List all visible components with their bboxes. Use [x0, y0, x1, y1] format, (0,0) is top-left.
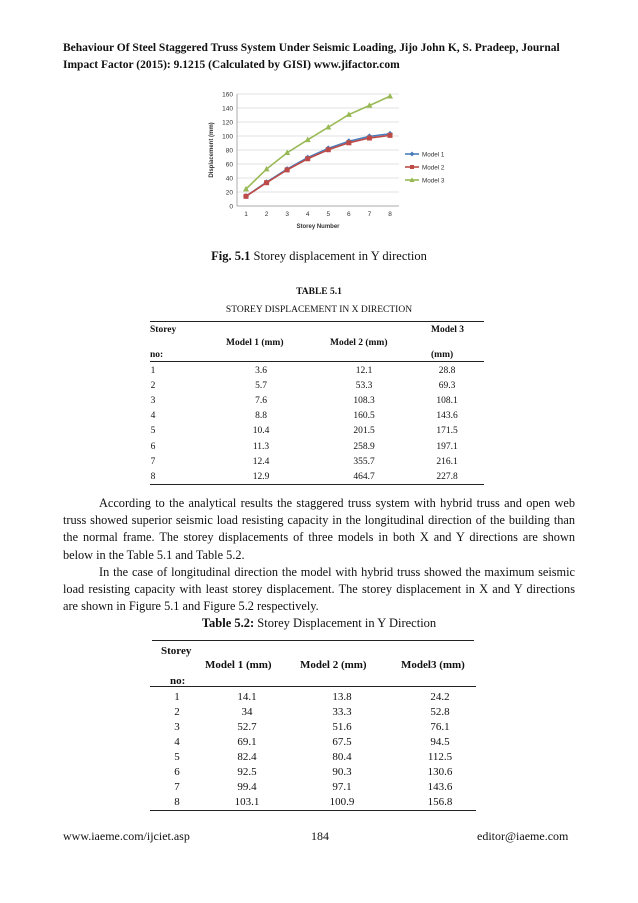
- chart-point: [367, 136, 372, 141]
- chart-legend-label: Model 1: [422, 151, 445, 159]
- displacement-chart: [205, 84, 445, 239]
- table2-cell: 24.2: [430, 691, 450, 703]
- table2-cell: 4: [174, 736, 180, 748]
- table1-cell: 197.1: [436, 441, 458, 452]
- chart-series-line: [246, 96, 390, 189]
- table1-head-model3-unit: (mm): [431, 350, 454, 360]
- table2-head-model3: Model3 (mm): [401, 659, 465, 671]
- chart-legend-marker: [410, 152, 415, 157]
- table1-cell: 3.6: [255, 366, 267, 376]
- table2-head-rule: [150, 686, 476, 687]
- chart-series-line: [246, 134, 390, 196]
- table1-top-rule: [150, 321, 484, 322]
- table1-cell: 171.5: [436, 426, 458, 437]
- chart-point: [326, 147, 331, 152]
- table1-cell: 8: [150, 471, 156, 482]
- table1-cell: 108.1: [436, 396, 458, 407]
- table1-head-model3: Model 3: [431, 325, 464, 335]
- footer-email: editor@iaeme.com: [477, 829, 569, 843]
- table2-head-no: no:: [170, 675, 186, 687]
- chart-y-tick-label: 40: [225, 175, 233, 183]
- table2-cell: 103.1: [234, 796, 260, 808]
- table2-cell: 8: [174, 796, 180, 808]
- table1-cell: 227.8: [436, 471, 458, 482]
- table2-cell: 100.9: [329, 796, 355, 808]
- table2-cell: 82.4: [237, 751, 257, 763]
- chart-x-tick-label: 8: [388, 211, 392, 218]
- footer-page-number: 184: [311, 829, 329, 843]
- chart-x-axis-label: Storey Number: [296, 224, 340, 230]
- chart-legend-label: Model 2: [422, 164, 445, 172]
- table1-head-rule: [150, 361, 484, 362]
- table1-label: TABLE 5.1: [296, 287, 342, 297]
- table2-cell: 94.5: [430, 736, 450, 748]
- figure-label: Fig. 5.1: [211, 249, 251, 263]
- table1-title: STOREY DISPLACEMENT IN X DIRECTION: [225, 305, 413, 315]
- page-header: Behaviour Of Steel Staggered Truss System Under Seismic Loading, Jijo John K, S. Pradeep, Journal Impact Factor (2015): 9.1215 (Calculated by GISI) www.jifactor.com: [63, 42, 560, 71]
- table2-cell: 13.8: [332, 691, 352, 703]
- table2-bottom-rule: [150, 810, 476, 811]
- table1-cell: 216.1: [436, 456, 458, 467]
- table2-cell: 92.5: [237, 766, 257, 778]
- table1-cell: 7: [150, 456, 156, 467]
- table2-cell: 3: [174, 721, 180, 733]
- table2-cell: 90.3: [332, 766, 352, 778]
- chart-y-tick-label: 80: [225, 147, 233, 155]
- chart-x-tick-label: 1: [244, 211, 248, 218]
- table2-cell: 34: [241, 706, 253, 718]
- table2-cell: 69.1: [237, 736, 257, 748]
- table2-cell: 76.1: [430, 721, 450, 733]
- chart-svg: [205, 84, 445, 239]
- table1-head-model2: Model 2 (mm): [330, 338, 388, 348]
- table2-cell: 130.6: [427, 766, 453, 778]
- chart-y-tick-label: 20: [225, 189, 233, 197]
- chart-point: [388, 133, 393, 138]
- table1-cell: 11.3: [252, 441, 270, 452]
- chart-y-tick-label: 60: [225, 161, 233, 169]
- table1-cell: 6: [150, 441, 156, 452]
- table1-cell: 7.6: [255, 396, 267, 407]
- table1-cell: 143.6: [436, 411, 458, 422]
- table1-cell: 258.9: [353, 441, 375, 452]
- table2-cell: 7: [174, 781, 180, 793]
- table1-cell: 5.7: [255, 381, 267, 392]
- table1-cell: 4: [150, 411, 156, 422]
- chart-x-tick-label: 6: [347, 211, 351, 218]
- figure-caption-text: Storey displacement in Y direction: [250, 249, 427, 263]
- table2-cell: 112.5: [427, 751, 453, 763]
- table2-cell: 156.8: [427, 796, 453, 808]
- chart-series-line: [246, 135, 390, 196]
- table2-caption: [0, 616, 638, 631]
- table1-cell: 12.4: [252, 456, 270, 467]
- table2-cell: 67.5: [332, 736, 352, 748]
- chart-point: [285, 167, 290, 172]
- table1-cell: 160.5: [353, 411, 375, 422]
- chart-x-tick-label: 3: [285, 211, 289, 218]
- table1-cell: 1: [150, 366, 156, 376]
- table2-title: Storey Displacement in Y Direction: [254, 616, 437, 630]
- table1-cell: 2: [150, 381, 156, 392]
- chart-point: [346, 140, 351, 145]
- table2-head-storey: Storey: [161, 645, 192, 657]
- chart-y-axis-label: Displacement (mm): [209, 122, 215, 178]
- table2-cell: 33.3: [332, 706, 352, 718]
- table1-cell: 201.5: [353, 426, 375, 437]
- chart-y-tick-label: 100: [222, 133, 233, 141]
- table1-cell: 355.7: [353, 456, 375, 467]
- chart-x-tick-label: 4: [305, 211, 310, 218]
- table2-cell: 2: [174, 706, 180, 718]
- table2-cell: 1: [174, 691, 180, 703]
- chart-y-tick-label: 0: [229, 203, 233, 211]
- table1-cell: 53.3: [355, 381, 373, 392]
- chart-x-tick-label: 2: [264, 211, 269, 218]
- table2-cell: 52.8: [430, 706, 450, 718]
- table2-label: Table 5.2:: [201, 616, 255, 630]
- table1-head-no: no:: [150, 350, 164, 360]
- table2-cell: 6: [174, 766, 180, 778]
- table1-cell: 10.4: [252, 426, 270, 437]
- table1-cell: 8.8: [255, 411, 267, 422]
- paragraph-2: In the case of longitudinal direction the model with hybrid truss showed the maximum seismic load resisting capacity with least storey displacement. The storey displacement in X and Y directions are shown in Figure 5.1 and Figure 5.2 respectively.: [63, 565, 575, 614]
- table2-top-rule: [152, 640, 474, 641]
- table1-cell: 464.7: [353, 471, 375, 482]
- table2-cell: 14.1: [237, 691, 257, 703]
- chart-y-tick-label: 140: [222, 105, 233, 113]
- chart-legend-marker: [410, 165, 414, 169]
- table2-cell: 51.6: [332, 721, 352, 733]
- table2-head-model2: Model 2 (mm): [300, 659, 367, 671]
- table1-cell: 12.9: [252, 471, 270, 482]
- table1-cell: 108.3: [353, 396, 375, 407]
- table1-head-storey: Storey: [150, 325, 177, 335]
- table1-cell: 28.8: [438, 366, 456, 376]
- chart-point: [305, 156, 310, 161]
- chart-x-tick-label: 7: [367, 211, 372, 218]
- chart-y-tick-label: 120: [222, 119, 233, 127]
- table2-cell: 99.4: [237, 781, 257, 793]
- chart-point: [264, 180, 269, 185]
- table1-cell: 12.1: [355, 366, 373, 376]
- table2-cell: 80.4: [332, 751, 352, 763]
- paragraph-1: According to the analytical results the staggered truss system with hybrid truss and open web truss showed superior seismic load resisting capacity in the longitudinal direction of the building than the normal frame. The storey displacements of three models in both X and Y directions are shown below in the Table 5.1 and Table 5.2.: [63, 496, 575, 562]
- table1-cell: 3: [150, 396, 156, 407]
- table2-cell: 52.7: [237, 721, 257, 733]
- table2-head-model1: Model 1 (mm): [205, 659, 272, 671]
- table1-bottom-rule: [150, 484, 484, 485]
- table1-cell: 69.3: [438, 381, 456, 392]
- chart-legend-label: Model 3: [422, 177, 445, 185]
- chart-x-tick-label: 5: [326, 211, 331, 218]
- chart-point: [244, 194, 249, 199]
- table2-cell: 143.6: [427, 781, 453, 793]
- table2-cell: 5: [174, 751, 180, 763]
- footer-website: www.iaeme.com/ijciet.asp: [63, 829, 190, 843]
- figure-caption: [0, 249, 638, 264]
- chart-y-tick-label: 160: [222, 91, 233, 99]
- table2-cell: 97.1: [332, 781, 352, 793]
- table1-head-model1: Model 1 (mm): [226, 338, 284, 348]
- table1-cell: 5: [150, 426, 156, 437]
